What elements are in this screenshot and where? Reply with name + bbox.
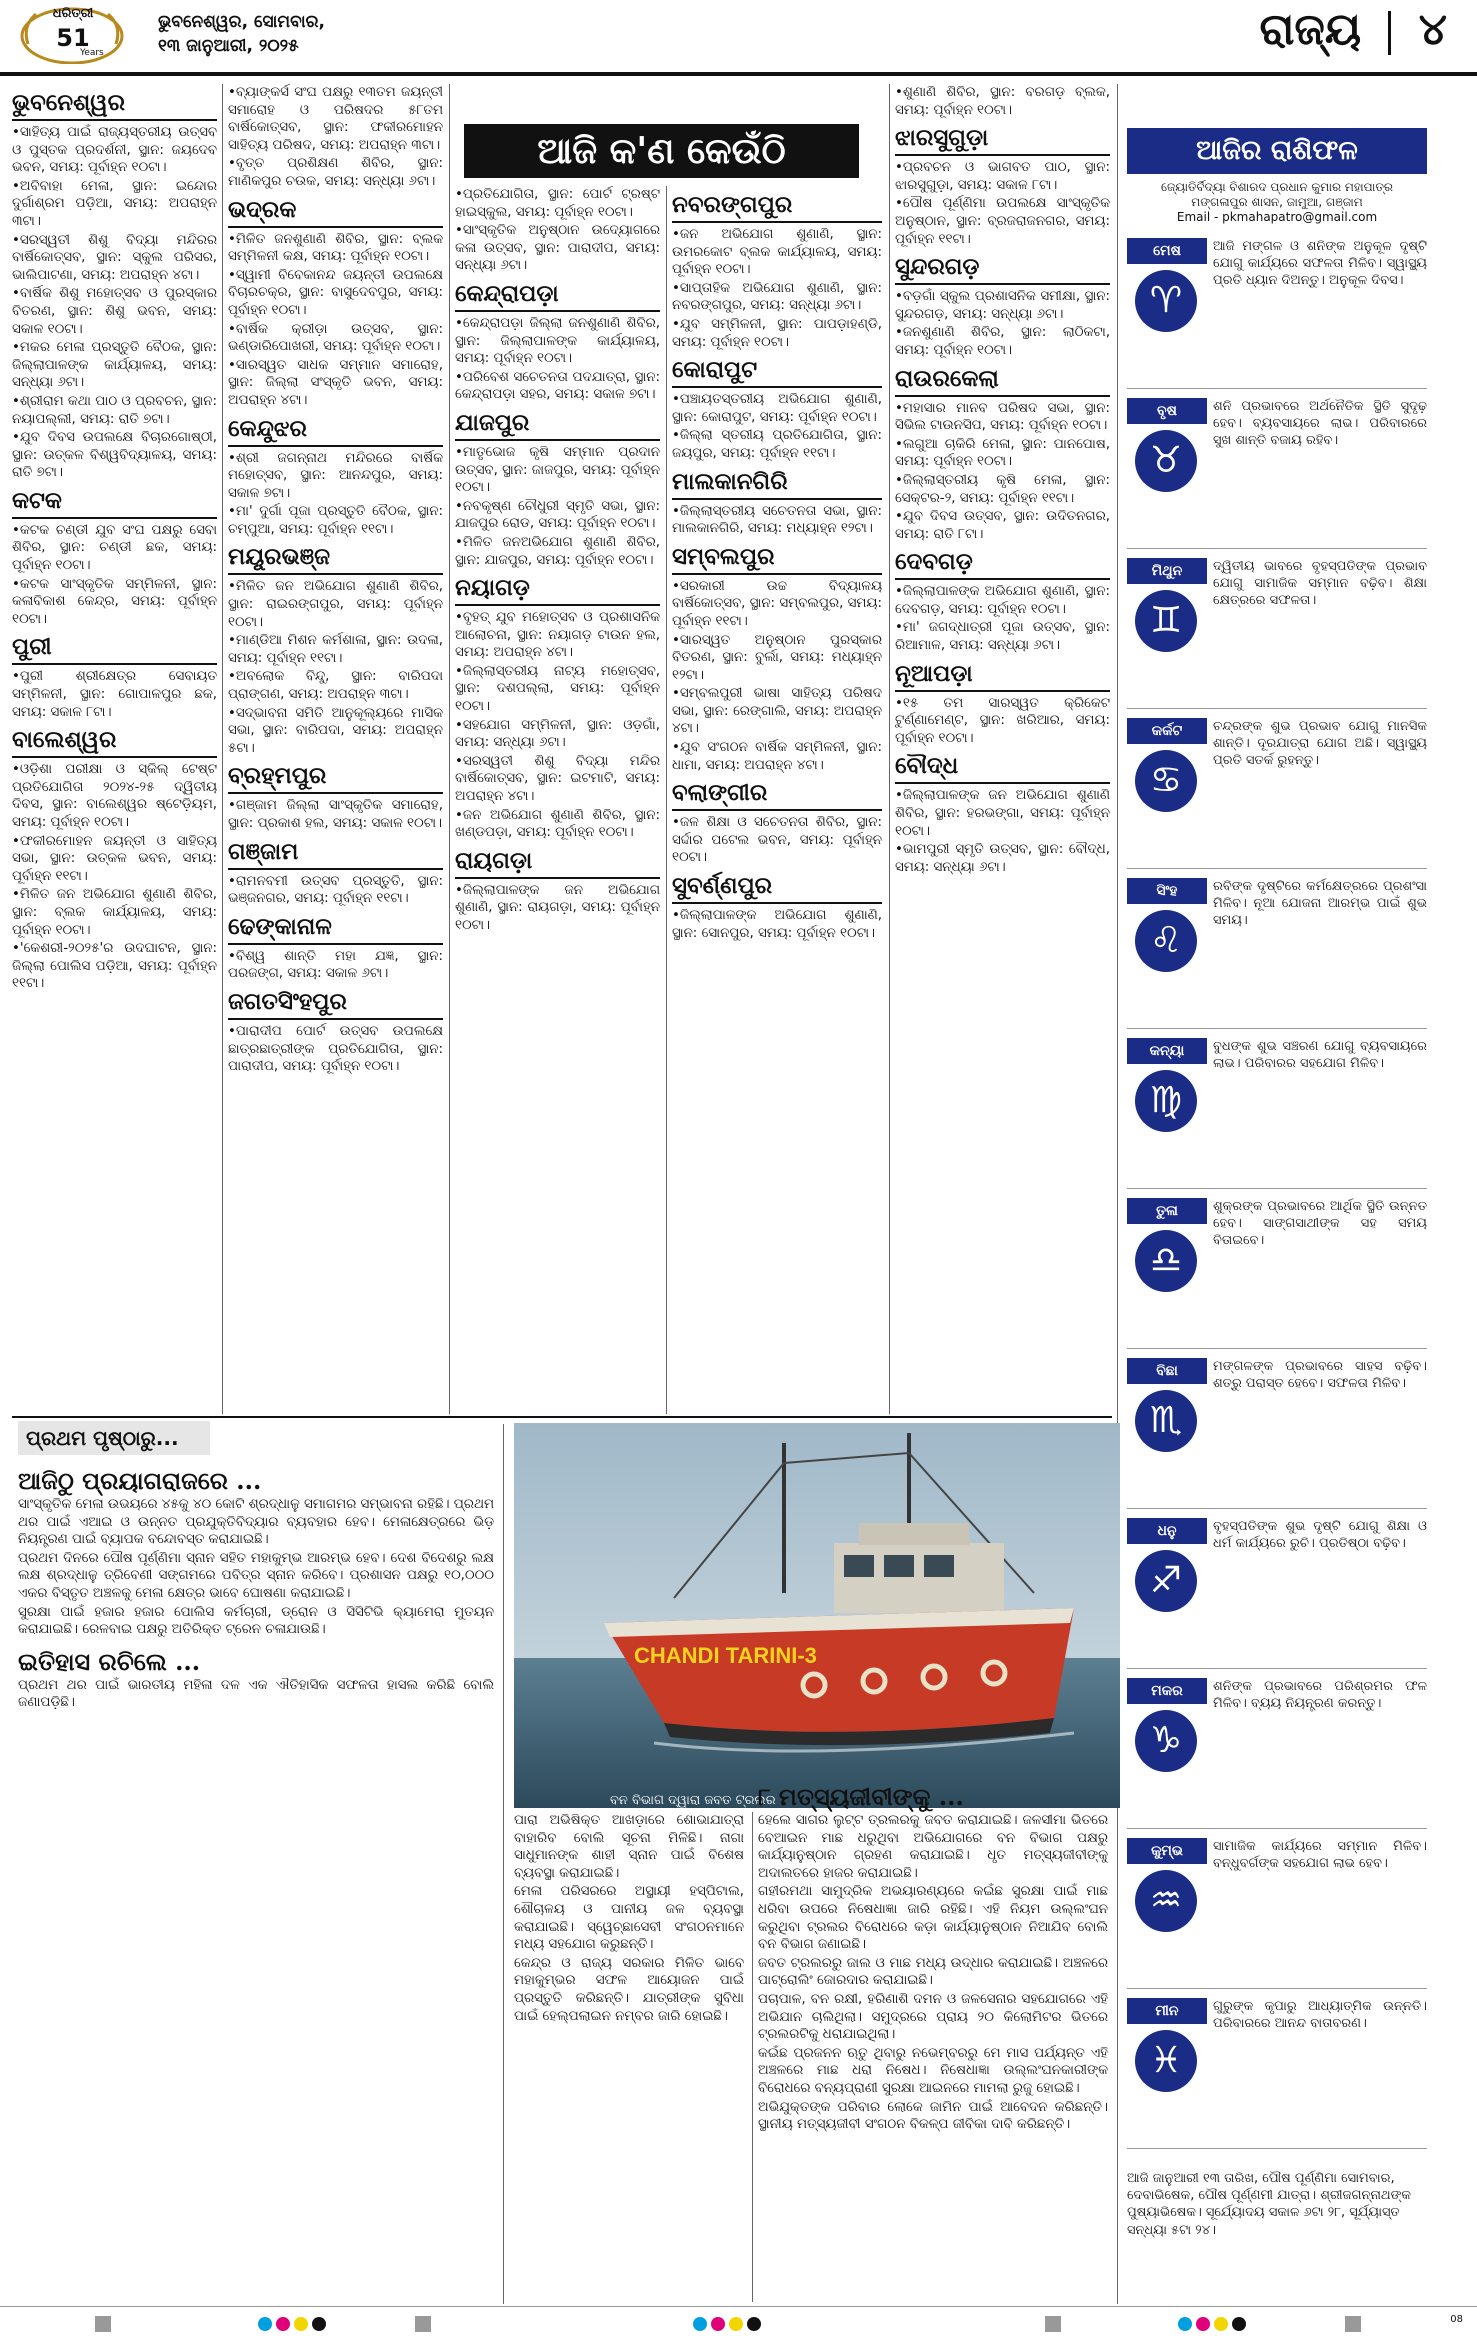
- district-heading: କେନ୍ଦ୍ରାପଡ଼ା: [455, 280, 660, 312]
- event-item: • ମା' ଜଗଦ୍ଧାତ୍ରୀ ପୂଜା ଉତ୍ସବ, ସ୍ଥାନ: ରିଆମାଳ, ସମୟ: ସନ୍ଧ୍ୟା ୬ଟା।: [895, 619, 1110, 654]
- column-divider: [222, 84, 223, 1414]
- story-paragraph: ମେଳା ପରିସରରେ ଅସ୍ଥାୟୀ ହସ୍ପିଟାଲ, ଶୌଚାଳୟ ଓ ପାନୀୟ ଜଳ ବ୍ୟବସ୍ଥା କରାଯାଇଛି। ସ୍ୱେଚ୍ଛାସେବୀ ସଂଗଠନମାନେ ମଧ୍ୟ ସହଯୋଗ କରୁଛନ୍ତି।: [514, 1884, 744, 1953]
- story-subheadline: ଇତିହାସ ରଚିଲେ ...: [18, 1646, 201, 1676]
- event-item: • ଫକୀରମୋହନ ଜୟନ୍ତୀ ଓ ସାହିତ୍ୟ ସଭା, ସ୍ଥାନ: ଉତ୍କଳ ଭବନ, ସମୟ: ପୂର୍ବାହ୍ନ ୧୧ଟା।: [12, 833, 217, 886]
- event-item: • ଓଡ଼ିଶା ପରୀକ୍ଷା ଓ ସ୍କିଲ୍ ଟେଷ୍ଟ ପ୍ରତିଯୋଗିତା ୨୦୨୪-୨୫ ଦ୍ୱିତୀୟ ଦିବସ, ସ୍ଥାନ: ବାଲେଶ୍ୱର ଷ୍ଟେଡ଼ିୟମ, ସମୟ: ପୂର୍ବାହ୍ନ ୧୦ଟା।: [12, 761, 217, 831]
- story-paragraph: ପ୍ରଥମ ଥର ପାଇଁ ଭାରତୀୟ ମହିଳା ଦଳ ଏକ ଐତିହାସିକ ସଫଳତା ହାସଲ କରିଛି ବୋଲି ଜଣାପଡ଼ିଛି।: [18, 1677, 494, 1711]
- dateline: [158, 10, 325, 58]
- horoscope-divider: [1127, 1508, 1427, 1509]
- event-item: • ସହଯୋଗ ସମ୍ମିଳନୀ, ସ୍ଥାନ: ଓଡ଼ଗାଁ, ସମୟ: ସନ୍ଧ୍ୟା ୬ଟା।: [455, 717, 660, 752]
- horoscope-sign: [1127, 1518, 1429, 1670]
- column-divider: [889, 84, 890, 1414]
- district-heading: କୋରାପୁଟ: [672, 356, 882, 388]
- scorpio-icon: ♏: [1135, 1390, 1197, 1452]
- district-heading: ନୂଆପଡ଼ା: [895, 660, 1110, 692]
- horoscope-sign: [1127, 1678, 1429, 1830]
- horoscope-divider: [1127, 868, 1427, 869]
- column-divider: [1117, 84, 1118, 2304]
- horoscope-author: ଜ୍ୟୋତିର୍ବିଦ୍ୟା ବିଶାରଦ ପ୍ରଧାନ କୁମାର ମହାପାତ୍ର: [1161, 180, 1393, 194]
- horoscope-sign-text: ଶନି ପ୍ରଭାବରେ ଅର୍ଥନୈତିକ ସ୍ଥିତି ସୁଦୃଢ଼ ହେବ। ବ୍ୟବସାୟରେ ଲାଭ। ପରିବାରରେ ସୁଖ ଶାନ୍ତି ବଜାୟ ରହିବ।: [1213, 399, 1427, 449]
- horoscope-sign: [1127, 398, 1429, 550]
- event-item: • ଯୁବ ସଂଗଠନ ବାର୍ଷିକ ସମ୍ମିଳନୀ, ସ୍ଥାନ: ଧାମା, ସମୟ: ଅପରାହ୍ନ ୪ଟା।: [672, 739, 882, 774]
- aries-icon: ♈: [1135, 270, 1197, 332]
- district-heading: ଗଞ୍ଜାମ: [228, 838, 443, 870]
- event-item: • ଜିଲ୍ଲାସ୍ତରୀୟ ସଚେତନତା ସଭା, ସ୍ଥାନ: ମାଲକାନଗିରି, ସମୟ: ମଧ୍ୟାହ୍ନ ୧୨ଟା।: [672, 503, 882, 538]
- event-item: • ଲଗୁଆ ଚାକିରି ମେଳା, ସ୍ଥାନ: ପାନପୋଷ, ସମୟ: ପୂର୍ବାହ୍ନ ୧୦ଟା।: [895, 436, 1110, 471]
- event-item: • ମିଳିତ ଜନଶୁଣାଣି ଶିବିର, ସ୍ଥାନ: ବ୍ଲକ ସମ୍ମିଳନୀ କକ୍ଷ, ସମୟ: ପୂର୍ବାହ୍ନ ୧୦ଟା।: [228, 231, 443, 266]
- event-item: • ବଡ଼ଗାଁ ସ୍କୁଲ ପ୍ରଶାସନିକ ସମୀକ୍ଷା, ସ୍ଥାନ: ସୁନ୍ଦରଗଡ଼, ସମୟ: ସନ୍ଧ୍ୟା ୬ଟା।: [895, 288, 1110, 323]
- event-item: • ପ୍ରବଚନ ଓ ଭାଗବତ ପାଠ, ସ୍ଥାନ: ଝାରସୁଗୁଡ଼ା, ସମୟ: ସକାଳ ୮ଟା।: [895, 159, 1110, 194]
- horoscope-sign-text: ଶନିଙ୍କ ପ୍ରଭାବରେ ପରିଶ୍ରମର ଫଳ ମିଳିବ। ବ୍ୟୟ ନିୟନ୍ତ୍ରଣ କରନ୍ତୁ।: [1213, 1679, 1427, 1712]
- event-item: • ମହାସାର ମାନବ ପରିଷଦ ସଭା, ସ୍ଥାନ: ସିଭିଲ ଟାଉନସିପ, ସମୟ: ପୂର୍ବାହ୍ନ ୧୦ଟା।: [895, 400, 1110, 435]
- horoscope-sign-text: ମଙ୍ଗଳଙ୍କ ପ୍ରଭାବରେ ସାହସ ବଢ଼ିବ। ଶତ୍ରୁ ପରାସ୍ତ ହେବେ। ସଫଳତା ମିଳିବ।: [1213, 1359, 1427, 1392]
- horoscope-divider: [1127, 548, 1427, 549]
- event-item: • ଅବିବାହା ମେଳା, ସ୍ଥାନ: ଇନ୍ଦୋର ଦୁର୍ଗାଶ୍ରମ ପଡ଼ିଆ, ସମୟ: ଅପରାହ୍ନ ୩ଟା।: [12, 178, 217, 231]
- story-paragraph: ହେଲେ ସାଗର ଲୁଟ୍ଟ ତ୍ରଲରକୁ ଜବତ କରାଯାଇଛି। ଜଳସୀମା ଭିତରେ ବେଆଇନ ମାଛ ଧରୁଥିବା ଅଭିଯୋଗରେ ବନ ବିଭାଗ ପକ୍ଷରୁ କାର୍ଯ୍ୟାନୁଷ୍ଠାନ ଗ୍ରହଣ କରାଯାଇଛି। ଧୃତ ମତ୍ସ୍ୟଜୀବୀଙ୍କୁ ଅଦାଲତରେ ହାଜର କରାଯାଇଛି।: [758, 1813, 1108, 1881]
- dateline-city: ଭୁବନେଶ୍ୱର, ସୋମବାର,: [158, 12, 325, 32]
- horoscope-sign-text: ବୃହସ୍ପତିଙ୍କ ଶୁଭ ଦୃଷ୍ଟି ଯୋଗୁ ଶିକ୍ଷା ଓ ଧର୍ମ କାର୍ଯ୍ୟରେ ରୁଚି। ପ୍ରତିଷ୍ଠା ବଢ଼ିବ।: [1213, 1519, 1427, 1552]
- district-heading: ମାଲକାନଗିରି: [672, 468, 882, 500]
- libra-icon: ♎: [1135, 1230, 1197, 1292]
- event-item: • ଭାମପୁରୀ ସ୍ମୃତି ଉତ୍ସବ, ସ୍ଥାନ: ବୌଦ୍ଧ, ସମୟ: ସନ୍ଧ୍ୟା ୬ଟା।: [895, 841, 1110, 876]
- event-item: • ସାରସ୍ୱତ ସାଧକ ସମ୍ମାନ ସମାରୋହ, ସ୍ଥାନ: ଜିଲ୍ଲା ସଂସ୍କୃତି ଭବନ, ସମୟ: ଅପରାହ୍ନ ୪ଟା।: [228, 357, 443, 410]
- event-item: • ବିଶ୍ୱ ଶାନ୍ତି ମହା ଯଜ୍ଞ, ସ୍ଥାନ: ପରଜଙ୍ଗ, ସମୟ: ସକାଳ ୬ଟା।: [228, 948, 443, 983]
- horoscope-sign-name: କନ୍ୟା: [1127, 1038, 1207, 1064]
- story-kumbh-continued: [514, 1812, 744, 2302]
- event-item: • ସାହିତ୍ୟ ପାଇଁ ରାଜ୍ୟସ୍ତରୀୟ ଉତ୍ସବ ଓ ପୁସ୍ତକ ପ୍ରଦର୍ଶନୀ, ସ୍ଥାନ: ଜୟଦେବ ଭବନ, ସମୟ: ପୂର୍ବାହ୍ନ ୧୦ଟା।: [12, 124, 217, 177]
- event-item: • ସାଂସ୍କୃତିକ ଅନୁଷ୍ଠାନ ଉଦ୍ୟୋଗରେ କଳା ଉତ୍ସବ, ସ୍ଥାନ: ପାରାଦୀପ, ସମୟ: ସନ୍ଧ୍ୟା ୬ଟା।: [455, 222, 660, 275]
- event-item: • ମକର ମେଳା ପ୍ରସ୍ତୁତି ବୈଠକ, ସ୍ଥାନ: ଜିଲ୍ଲାପାଳଙ୍କ କାର୍ଯ୍ୟାଳୟ, ସମୟ: ସନ୍ଧ୍ୟା ୬ଟା।: [12, 339, 217, 392]
- event-item: • ଶ୍ରୀରାମ କଥା ପାଠ ଓ ପ୍ରବଚନ, ସ୍ଥାନ: ନୟାପଲ୍ଲୀ, ସମୟ: ରାତି ୭ଟା।: [12, 393, 217, 428]
- horoscope-sign-text: ଦ୍ୱିତୀୟ ଭାବରେ ବୃହସ୍ପତିଙ୍କ ପ୍ରଭାବ ଯୋଗୁ ସାମାଜିକ ସମ୍ମାନ ବଢ଼ିବ। ଶିକ୍ଷା କ୍ଷେତ୍ରରେ ସଫଳତା।: [1213, 559, 1427, 609]
- event-item: • କେନ୍ଦ୍ରାପଡ଼ା ଜିଲ୍ଲା ଜନଶୁଣାଣି ଶିବିର, ସ୍ଥାନ: ଜିଲ୍ଲାପାଳଙ୍କ କାର୍ଯ୍ୟାଳୟ, ସମୟ: ପୂର୍ବାହ୍ନ ୧୦ଟା।: [455, 315, 660, 368]
- district-heading: ଯାଜପୁର: [455, 409, 660, 441]
- event-item: • ପୌଷ ପୂର୍ଣ୍ଣିମା ଉପଲକ୍ଷେ ସାଂସ୍କୃତିକ ଅନୁଷ୍ଠାନ, ସ୍ଥାନ: ବ୍ରଜରାଜନଗର, ସମୟ: ପୂର୍ବାହ୍ନ ୧୧ଟା।: [895, 195, 1110, 248]
- horoscope-sign-text: ଶୁକ୍ରଙ୍କ ପ୍ରଭାବରେ ଆର୍ଥିକ ସ୍ଥିତି ଉନ୍ନତ ହେବ। ସାଙ୍ଗସାଥୀଙ୍କ ସହ ସମୟ ବିତାଇବେ।: [1213, 1199, 1427, 1249]
- dateline-date: ୧୩ ଜାନୁଆରୀ, ୨୦୨୫: [158, 36, 299, 56]
- horoscope-sign-text: ବୁଧଙ୍କ ଶୁଭ ସଞ୍ଚରଣ ଯୋଗୁ ବ୍ୟବସାୟରେ ଲାଭ। ପରିବାରର ସହଯୋଗ ମିଳିବ।: [1213, 1039, 1427, 1072]
- story-fishermen: [758, 1772, 1108, 2302]
- story-paragraph: ପ୍ରଥମ ଦିନରେ ପୌଷ ପୂର୍ଣ୍ଣିମା ସ୍ନାନ ସହିତ ମହାକୁମ୍ଭ ଆରମ୍ଭ ହେବ। ଦେଶ ବିଦେଶରୁ ଲକ୍ଷ ଲକ୍ଷ ଶ୍ରଦ୍ଧାଳୁ ତ୍ରିବେଣୀ ସଙ୍ଗମରେ ପବିତ୍ର ସ୍ନାନ କରିବେ। ପ୍ରଶାସନ ପକ୍ଷରୁ ୧୦,୦୦୦ ଏକର ବିସ୍ତୃତ ଅଞ୍ଚଳକୁ ମେଳା କ୍ଷେତ୍ର ଭାବେ ଘୋଷଣା କରାଯାଇଛି।: [18, 1550, 494, 1601]
- horoscope-sign-text: ଗୁରୁଙ୍କ କୃପାରୁ ଆଧ୍ୟାତ୍ମିକ ଉନ୍ନତି। ପରିବାରରେ ଆନନ୍ଦ ବାତାବରଣ।: [1213, 1999, 1427, 2032]
- event-item: • ଗଞ୍ଜାମ ଜିଲ୍ଲା ସାଂସ୍କୃତିକ ସମାରୋହ, ସ୍ଥାନ: ପ୍ରକାଶ ହଲ, ସମୟ: ସକାଳ ୧୦ଟା।: [228, 797, 443, 832]
- story-paragraph: କଇଁଛ ପ୍ରଜନନ ଋତୁ ଥିବାରୁ ନଭେମ୍ବରରୁ ମେ ମାସ ପର୍ଯ୍ୟନ୍ତ ଏହି ଅଞ୍ଚଳରେ ମାଛ ଧରା ନିଷେଧ। ନିଷେଧାଜ୍ଞା ଉଲ୍ଲଂଘନକାରୀଙ୍କ ବିରୋଧରେ ବନ୍ୟପ୍ରାଣୀ ସୁରକ୍ଷା ଆଇନରେ ମାମଲା ରୁଜୁ ହୋଇଛି।: [758, 2045, 1108, 2096]
- event-item: • ଜନଶୁଣାଣି ଶିବିର, ସ୍ଥାନ: ଲାଠିକଟା, ସମୟ: ପୂର୍ବାହ୍ନ ୧୦ଟା।: [895, 324, 1110, 359]
- story-paragraph: ଅଭିଯୁକ୍ତଙ୍କ ପରିବାର ଲୋକେ ଜାମିନ ପାଇଁ ଆବେଦନ କରିଛନ୍ତି। ସ୍ଥାନୀୟ ମତ୍ସ୍ୟଜୀବୀ ସଂଗଠନ ବିକଳ୍ପ ଜୀବିକା ଦାବି କରିଛନ୍ତି।: [758, 2099, 1108, 2133]
- event-item: • ଜିଲ୍ଲାସ୍ତରୀୟ କୃଷି ମେଳା, ସ୍ଥାନ: ସେକ୍ଟର-୨, ସମୟ: ପୂର୍ବାହ୍ନ ୧୧ଟା।: [895, 472, 1110, 507]
- print-registration-marks: [0, 2312, 1477, 2336]
- event-item: • କଟକ ଚଣ୍ଡୀ ଯୁବ ସଂଘ ପକ୍ଷରୁ ସେବା ଶିବିର, ସ୍ଥାନ: ଚଣ୍ଡୀ ଛକ, ସମୟ: ପୂର୍ବାହ୍ନ ୧୦ଟା।: [12, 522, 217, 575]
- district-heading: ଝାରସୁଗୁଡ଼ା: [895, 124, 1110, 156]
- district-heading: ଦେବଗଡ଼: [895, 548, 1110, 580]
- horoscope-divider: [1127, 1028, 1427, 1029]
- column-divider: [666, 186, 667, 1414]
- district-heading: ଜଗତସିଂହପୁର: [228, 988, 443, 1020]
- event-item: • ମିଳିତ ଜନଅଭିଯୋଗ ଶୁଣାଣି ଶିବିର, ସ୍ଥାନ: ଯାଜପୁର, ସମୟ: ପୂର୍ବାହ୍ନ ୧୦ଟା।: [455, 534, 660, 569]
- section-name: ରାଜ୍ୟ: [1259, 4, 1362, 55]
- story-paragraph: ଜବତ ଟ୍ରଲରରୁ ଜାଲ ଓ ମାଛ ମଧ୍ୟ ଉଦ୍ଧାର କରାଯାଇଛି। ଅଞ୍ଚଳରେ ପାଟ୍ରୋଲିଂ ଜୋରଦାର କରାଯାଇଛି।: [758, 1955, 1108, 1989]
- events-banner: ଆଜି କ'ଣ କେଉଁଠି: [464, 124, 859, 178]
- event-item: • ଜିଲ୍ଲାପାଳଙ୍କ ଜନ ଅଭିଯୋଗ ଶୁଣାଣି, ସ୍ଥାନ: ରାୟଗଡ଼ା, ସମୟ: ପୂର୍ବାହ୍ନ ୧୦ଟା।: [455, 882, 660, 935]
- horoscope-address: ମଙ୍ଗଳାପୁର ଶାସନ, ଜାମୁଆ, ଗଞ୍ଜାମ: [1191, 195, 1363, 209]
- horoscope-sign: [1127, 718, 1429, 870]
- horoscope-sign: [1127, 238, 1429, 390]
- district-heading: ଢେଙ୍କାନାଳ: [228, 913, 443, 945]
- horoscope-sign-name: ମିଥୁନ: [1127, 558, 1207, 584]
- event-item: • ଜିଲ୍ଲାସ୍ତରୀୟ ନାଟ୍ୟ ମହୋତ୍ସବ, ସ୍ଥାନ: ଦଶପଲ୍ଲା, ସମୟ: ପୂର୍ବାହ୍ନ ୧୦ଟା।: [455, 663, 660, 716]
- horoscope-divider: [1127, 1988, 1427, 1989]
- events-column-4: [672, 186, 882, 1414]
- event-item: • ଯୁବ ସମ୍ମିଳନୀ, ସ୍ଥାନ: ପାପଡ଼ାହଣ୍ଡି, ସମୟ: ପୂର୍ବାହ୍ନ ୧୦ଟା।: [672, 316, 882, 351]
- district-heading: ପୁରୀ: [12, 633, 217, 665]
- event-item: • ମିଳିତ ଜନ ଅଭିଯୋଗ ଶୁଣାଣି ଶିବିର, ସ୍ଥାନ: ବ୍ଲକ କାର୍ଯ୍ୟାଳୟ, ସମୟ: ପୂର୍ବାହ୍ନ ୧୦ଟା।: [12, 886, 217, 939]
- page-header: [1259, 4, 1447, 55]
- event-item: • ଜନ ଅଭିଯୋଗ ଶୁଣାଣି, ସ୍ଥାନ: ଉମରକୋଟ ବ୍ଲକ କାର୍ଯ୍ୟାଳୟ, ସମୟ: ପୂର୍ବାହ୍ନ ୧୦ଟା।: [672, 226, 882, 279]
- story-paragraph: କେନ୍ଦ୍ର ଓ ରାଜ୍ୟ ସରକାର ମିଳିତ ଭାବେ ମହାକୁମ୍ଭର ସଫଳ ଆୟୋଜନ ପାଇଁ ପ୍ରସ୍ତୁତି କରିଛନ୍ତି। ଯାତ୍ରୀଙ୍କ ସୁବିଧା ପାଇଁ ହେଲ୍ପଲାଇନ ନମ୍ବର ଜାରି ହୋଇଛି।: [514, 1955, 744, 2024]
- story-kumbh-headline: ଆଜିଠୁ ପ୍ରୟାଗରାଜରେ ...: [18, 1466, 262, 1495]
- event-item: • ଜିଲ୍ଲାପାଳଙ୍କ ଅଭିଯୋଗ ଶୁଣାଣି, ସ୍ଥାନ: ଦେବଗଡ଼, ସମୟ: ପୂର୍ବାହ୍ନ ୧୦ଟା।: [895, 583, 1110, 618]
- district-heading: ରାଉରକେଲା: [895, 365, 1110, 397]
- horoscope-divider: [1127, 1828, 1427, 1829]
- district-heading: ନବରଙ୍ଗପୁର: [672, 191, 882, 223]
- horoscope-divider: [1127, 1668, 1427, 1669]
- logo-text: ଧରିତ୍ରୀ: [52, 6, 94, 21]
- aquarius-icon: ♒: [1135, 1870, 1197, 1932]
- horoscope-sign-name: ତୁଳା: [1127, 1198, 1207, 1224]
- horoscope-sign-name: କୁମ୍ଭ: [1127, 1838, 1207, 1864]
- header-divider: [1388, 11, 1391, 55]
- cancer-icon: ♋: [1135, 750, 1197, 812]
- event-item: • ସାରସ୍ୱତ ଅନୁଷ୍ଠାନ ପୁରସ୍କାର ବିତରଣ, ସ୍ଥାନ: ବୁର୍ଲା, ସମୟ: ମଧ୍ୟାହ୍ନ ୧୨ଟା।: [672, 632, 882, 685]
- header-rule: [0, 72, 1477, 76]
- event-item: • ସରସ୍ୱତୀ ଶିଶୁ ବିଦ୍ୟା ମନ୍ଦିର ବାର୍ଷିକୋତ୍ସବ, ସ୍ଥାନ: ଇଟମାଟି, ସମୟ: ଅପରାହ୍ନ ୪ଟା।: [455, 753, 660, 806]
- events-column-5: [895, 84, 1110, 1414]
- column-divider: [449, 84, 450, 1414]
- horoscope-sign: [1127, 558, 1429, 710]
- event-item: • କଟକ ସାଂସ୍କୃତିକ ସମ୍ମିଳନୀ, ସ୍ଥାନ: କଳାବିକାଶ କେନ୍ଦ୍ର, ସମୟ: ପୂର୍ବାହ୍ନ ୧୦ଟା।: [12, 576, 217, 629]
- event-item: • ସଦ୍‌ଭାବନା ସମିତି ଆନୁକୂଲ୍ୟରେ ମାସିକ ସଭା, ସ୍ଥାନ: ବାରିପଦା, ସମୟ: ଅପରାହ୍ନ ୫ଟା।: [228, 705, 443, 758]
- horoscope-sign: [1127, 1198, 1429, 1350]
- story-paragraph: ସାଂସ୍କୃତିକ ମେଳା ଉଭୟରେ ୪୫କୁ ୪୦ କୋଟି ଶ୍ରଦ୍ଧାଳୁ ସମାଗମର ସମ୍ଭାବନା ରହିଛି। ପ୍ରଥମ ଥର ପାଇଁ ଏଆଇ ଓ ଉନ୍ନତ ପ୍ରଯୁକ୍ତିବିଦ୍ୟାର ବ୍ୟବହାର ହେବ। ମେଳାକ୍ଷେତ୍ରରେ ଭିଡ଼ ନିୟନ୍ତ୍ରଣ ପାଇଁ ବ୍ୟାପକ ବନ୍ଦୋବସ୍ତ କରାଯାଇଛି।: [18, 1497, 494, 1548]
- district-heading: କଟକ: [12, 487, 217, 519]
- horoscope-sign-text: ଆଜି ମଙ୍ଗଳ ଓ ଶନିଙ୍କ ଅନୁକୂଳ ଦୃଷ୍ଟି ଯୋଗୁ କାର୍ଯ୍ୟରେ ସଫଳତା ମିଳିବ। ସ୍ୱାସ୍ଥ୍ୟ ପ୍ରତି ଧ୍ୟାନ ଦିଅନ୍ତୁ। ଅନୁକୂଳ ଦିବସ।: [1213, 239, 1427, 289]
- horoscope-sign-name: ଧନୁ: [1127, 1518, 1207, 1544]
- event-item: • ବୃତ୍ତ ପ୍ରଶିକ୍ଷଣ ଶିବିର, ସ୍ଥାନ: ମାଣିକପୁର ଚଉକ, ସମୟ: ସନ୍ଧ୍ୟା ୬ଟା।: [228, 155, 443, 190]
- logo-number: 51: [56, 24, 90, 52]
- event-item: • ସ୍ୱାମୀ ବିବେକାନନ୍ଦ ଜୟନ୍ତୀ ଉପଲକ୍ଷେ ବିଚାରଚକ୍ର, ସ୍ଥାନ: ବାସୁଦେବପୁର, ସମୟ: ପୂର୍ବାହ୍ନ ୧୦ଟା।: [228, 267, 443, 320]
- event-item: • ଜିଲ୍ଲାପାଳଙ୍କ ଜନ ଅଭିଯୋଗ ଶୁଣାଣି ଶିବିର, ସ୍ଥାନ: ହରଭଙ୍ଗା, ସମୟ: ପୂର୍ବାହ୍ନ ୧୦ଟା।: [895, 787, 1110, 840]
- pisces-icon: ♓: [1135, 2030, 1197, 2092]
- footer-page-number: 08: [1450, 2314, 1463, 2325]
- event-item: • ପାରାଦୀପ ପୋର୍ଟ ଉତ୍ସବ ଉପଲକ୍ଷେ ଛାତ୍ରଛାତ୍ରୀଙ୍କ ପ୍ରତିଯୋଗିତା, ସ୍ଥାନ: ପାରାଦୀପ, ସମୟ: ପୂର୍ବାହ୍ନ ୧୦ଟା।: [228, 1023, 443, 1076]
- horoscope-sign-text: ସାମାଜିକ କାର୍ଯ୍ୟରେ ସମ୍ମାନ ମିଳିବ। ବନ୍ଧୁବର୍ଗଙ୍କ ସହଯୋଗ ଲାଭ ହେବ।: [1213, 1839, 1427, 1872]
- horoscope-byline: [1127, 180, 1427, 225]
- story-paragraph: ଗହୀରମଥା ସାମୁଦ୍ରିକ ଅଭୟାରଣ୍ୟରେ କଇଁଛ ସୁରକ୍ଷା ପାଇଁ ମାଛ ଧରିବା ଉପରେ ନିଷେଧାଜ୍ଞା ଜାରି ରହିଛି। ଏହି ନିୟମ ଉଲ୍ଲଂଘନ କରୁଥିବା ଟ୍ରଲର ବିରୋଧରେ କଡ଼ା କାର୍ଯ୍ୟାନୁଷ୍ଠାନ ନିଆଯିବ ବୋଲି ବନ ବିଭାଗ ଜଣାଇଛି।: [758, 1884, 1108, 1953]
- horoscope-sign: [1127, 1838, 1429, 1990]
- section-rule: [12, 1416, 1112, 1418]
- horoscope-sign-name: ମୀନ: [1127, 1998, 1207, 2024]
- event-item: • 'କେଶରୀ-୨୦୨୫'ର ଉଦଘାଟନ, ସ୍ଥାନ: ଜିଲ୍ଲା ପୋଲିସ ପଡ଼ିଆ, ସମୟ: ପୂର୍ବାହ୍ନ ୧୧ଟା।: [12, 940, 217, 993]
- event-item: • ପ୍ରତିଯୋଗିତା, ସ୍ଥାନ: ପୋର୍ଟ ଟ୍ରଷ୍ଟ ହାଇସ୍କୁଲ, ସମୟ: ପୂର୍ବାହ୍ନ ୧୦ଟା।: [455, 186, 660, 221]
- horoscope-sign: [1127, 878, 1429, 1030]
- horoscope-divider: [1127, 1348, 1427, 1349]
- district-heading: କେନ୍ଦୁଝର: [228, 415, 443, 447]
- horoscope-sign-name: ମକର: [1127, 1678, 1207, 1704]
- story-kumbh-top: [212, 1428, 502, 1462]
- event-item: • ଶୁଣାଣି ଶିବିର, ସ୍ଥାନ: ବରଗଡ଼ ବ୍ଲକ, ସମୟ: ପୂର୍ବାହ୍ନ ୧୦ଟା।: [895, 84, 1110, 119]
- district-heading: ବୌଦ୍ଧ: [895, 752, 1110, 784]
- capricorn-icon: ♑: [1135, 1710, 1197, 1772]
- event-item: • ଜିଲ୍ଲା ସ୍ତରୀୟ ପ୍ରତିଯୋଗିତା, ସ୍ଥାନ: ଜୟପୁର, ସମୟ: ପୂର୍ବାହ୍ନ ୧୧ଟା।: [672, 427, 882, 462]
- story-kumbh: [18, 1466, 494, 2296]
- event-item: • ଶ୍ରୀ ଜଗନ୍ନାଥ ମନ୍ଦିରରେ ବାର୍ଷିକ ମହୋତ୍ସବ, ସ୍ଥାନ: ଆନନ୍ଦପୁର, ସମୟ: ସକାଳ ୭ଟା।: [228, 450, 443, 503]
- district-heading: ମୟୂରଭଞ୍ଜ: [228, 543, 443, 575]
- horoscope-divider: [1127, 1188, 1427, 1189]
- events-column-1: [12, 84, 217, 1414]
- story-paragraph: ପଚାପାଳ, ବନ ରକ୍ଷୀ, ହରିଣାଶି ଦମନ ଓ ଜଳସେନାର ସହଯୋଗରେ ଏହି ଅଭିଯାନ ଚାଲିଥିଲା। ସମୁଦ୍ରରେ ପ୍ରାୟ ୨୦ କିଲୋମିଟର ଭିତରେ ଟ୍ରଲରଟିକୁ ଧରାଯାଇଥିଲା।: [758, 1991, 1108, 2043]
- event-item: • ବାର୍ଷିକ ଶିଶୁ ମହୋତ୍ସବ ଓ ପୁରସ୍କାର ବିତରଣ, ସ୍ଥାନ: ଶିଶୁ ଭବନ, ସମୟ: ସକାଳ ୧୦ଟା।: [12, 285, 217, 338]
- horoscope-sign-name: ବିଛା: [1127, 1358, 1207, 1384]
- horoscope-divider: [1127, 708, 1427, 709]
- event-item: • ପୁରୀ ଶ୍ରୀକ୍ଷେତ୍ର ସେବାୟତ ସମ୍ମିଳନୀ, ସ୍ଥାନ: ଗୋପାଳପୁର ଛକ, ସମୟ: ସକାଳ ୮ଟା।: [12, 668, 217, 721]
- horoscope-sign-text: ରବିଙ୍କ ଦୃଷ୍ଟିରେ କର୍ମକ୍ଷେତ୍ରରେ ପ୍ରଶଂସା ମିଳିବ। ନୂଆ ଯୋଜନା ଆରମ୍ଭ ପାଇଁ ଶୁଭ ସମୟ।: [1213, 879, 1427, 929]
- horoscope-sign-name: ମେଷ: [1127, 238, 1207, 264]
- event-item: • ଯୁବ ଦିବସ ଉତ୍ସବ, ସ୍ଥାନ: ଉଦିତନଗର, ସମୟ: ରାତି ୮ଟା।: [895, 508, 1110, 543]
- sagittarius-icon: ♐: [1135, 1550, 1197, 1612]
- horoscope-sign: [1127, 1358, 1429, 1510]
- virgo-icon: ♍: [1135, 1070, 1197, 1132]
- district-heading: ବାଲେଶ୍ୱର: [12, 726, 217, 758]
- events-column-3: [455, 186, 660, 1414]
- event-item: • ଯୁବ ଦିବସ ଉପଲକ୍ଷେ ବିଚାରଗୋଷ୍ଠୀ, ସ୍ଥାନ: ଉତ୍କଳ ବିଶ୍ୱବିଦ୍ୟାଳୟ, ସମୟ: ରାତି ୭ଟା।: [12, 429, 217, 482]
- horoscope-sign: [1127, 1038, 1429, 1190]
- page-number: ୪: [1418, 4, 1447, 55]
- event-item: • ସରକାରୀ ଉଚ୍ଚ ବିଦ୍ୟାଳୟ ବାର୍ଷିକୋତ୍ସବ, ସ୍ଥାନ: ସମ୍ବଲପୁର, ସମୟ: ପୂର୍ବାହ୍ନ ୧୧ଟା।: [672, 578, 882, 631]
- event-item: • ମାଣ୍ଡିଆ ମିଶନ କର୍ମଶାଳା, ସ୍ଥାନ: ଉଦଳା, ସମୟ: ପୂର୍ବାହ୍ନ ୧୧ଟା।: [228, 632, 443, 667]
- horoscope-sign: [1127, 1998, 1429, 2150]
- column-divider: [752, 1812, 753, 2302]
- horoscope-title: ଆଜିର ରାଶିଫଳ: [1127, 128, 1427, 174]
- district-heading: ବ୍ରହ୍ମପୁର: [228, 762, 443, 794]
- event-item: • ଜିଲ୍ଲାପାଳଙ୍କ ଅଭିଯୋଗ ଶୁଣାଣି, ସ୍ଥାନ: ସୋନପୁର, ସମୟ: ପୂର୍ବାହ୍ନ ୧୦ଟା।: [672, 907, 882, 942]
- event-item: • ସମ୍ବଲପୁରୀ ଭାଷା ସାହିତ୍ୟ ପରିଷଦ ସଭା, ସ୍ଥାନ: ରେଙ୍ଗାଲି, ସମୟ: ଅପରାହ୍ନ ୪ଟା।: [672, 685, 882, 738]
- story-paragraph: ସୁରକ୍ଷା ପାଇଁ ହଜାର ହଜାର ପୋଲିସ କର୍ମଚାରୀ, ଡ୍ରୋନ ଓ ସିସିଟିଭି କ୍ୟାମେରା ମୁତୟନ କରାଯାଇଛି। ରେଳବାଇ ପକ୍ଷରୁ ଅତିରିକ୍ତ ଟ୍ରେନ ଚଳାଯାଉଛି।: [18, 1604, 494, 1638]
- district-heading: ଭୁବନେଶ୍ୱର: [12, 89, 217, 121]
- taurus-icon: ♉: [1135, 430, 1197, 492]
- column-divider: [503, 1424, 504, 2304]
- event-item: • ବ୍ୟାଙ୍କର୍ସ ସଂଘ ପକ୍ଷରୁ ୧୩ତମ ଜୟନ୍ତୀ ସମାରୋହ ଓ ପରିଷଦର ୫୮ତମ ବାର୍ଷିକୋତ୍ସବ, ସ୍ଥାନ: ଫକୀରମୋହନ ସାହିତ୍ୟ ପରିଷଦ, ସମୟ: ଅପରାହ୍ନ ୩ଟା।: [228, 84, 443, 154]
- event-item: • ସାପ୍ତାହିକ ଅଭିଯୋଗ ଶୁଣାଣି, ସ୍ଥାନ: ନବରଙ୍ଗପୁର, ସମୟ: ସନ୍ଧ୍ୟା ୬ଟା।: [672, 280, 882, 315]
- events-column-2: [228, 84, 443, 1414]
- horoscope-sign-name: ସିଂହ: [1127, 878, 1207, 904]
- district-heading: ସୁବର୍ଣ୍ଣପୁର: [672, 872, 882, 904]
- horoscope-divider: [1127, 2148, 1427, 2149]
- event-item: • ବାର୍ଷିକ କ୍ରୀଡ଼ା ଉତ୍ସବ, ସ୍ଥାନ: ଭଣ୍ଡାରିପୋଖରୀ, ସମୟ: ପୂର୍ବାହ୍ନ ୧୦ଟା।: [228, 321, 443, 356]
- horoscope-email: Email - pkmahapatro@gmail.com: [1176, 210, 1378, 224]
- district-heading: ବଲାଙ୍ଗୀର: [672, 779, 882, 811]
- event-item: • ୧୫ ତମ ସାରସ୍ୱତ କ୍ରିକେଟ ଟୁର୍ଣ୍ଣାମେଣ୍ଟ, ସ୍ଥାନ: ଖରିଆର, ସମୟ: ପୂର୍ବାହ୍ନ ୧୦ଟା।: [895, 695, 1110, 748]
- footer-rule: [0, 2306, 1477, 2307]
- gemini-icon: ♊: [1135, 590, 1197, 652]
- event-item: • ମା' ଦୁର୍ଗା ପୂଜା ପ୍ରସ୍ତୁତି ବୈଠକ, ସ୍ଥାନ: ଚମ୍ପୁଆ, ସମୟ: ପୂର୍ବାହ୍ନ ୧୧ଟା।: [228, 503, 443, 538]
- district-heading: ଭଦ୍ରକ: [228, 196, 443, 228]
- event-item: • ଜନ ଅଭିଯୋଗ ଶୁଣାଣି ଶିବିର, ସ୍ଥାନ: ଖଣ୍ଡପଡ଼ା, ସମୟ: ପୂର୍ବାହ୍ନ ୧୦ଟା।: [455, 807, 660, 842]
- trawler-photo: [514, 1423, 1120, 1808]
- event-item: • ମାତୃଭୋଜ କୃଷି ସମ୍ମାନ ପ୍ରଦାନ ଉତ୍ସବ, ସ୍ଥାନ: ଜାଜପୁର, ସମୟ: ପୂର୍ବାହ୍ନ ୧୦ଟା।: [455, 444, 660, 497]
- event-item: • ବୃହତ୍ ଯୁବ ମହୋତ୍ସବ ଓ ପ୍ରଶାସନିକ ଆଲୋଚନା, ସ୍ଥାନ: ନୟାଗଡ଼ ଟାଉନ ହଲ, ସମୟ: ଅପରାହ୍ନ ୪ଟା।: [455, 609, 660, 662]
- story-paragraph: ପାରା ଅଭିଷିକ୍ତ ଆଖଡ଼ାରେ ଶୋଭାଯାତ୍ରା ବାହାରିବ ବୋଲି ସୂଚନା ମିଳିଛି। ନାଗା ସାଧୁମାନଙ୍କ ଶାହୀ ସ୍ନାନ ପାଇଁ ବିଶେଷ ବ୍ୟବସ୍ଥା କରାଯାଇଛି।: [514, 1813, 744, 1881]
- event-item: • ପରିବେଶ ସଚେତନତା ପଦଯାତ୍ରା, ସ୍ଥାନ: କେନ୍ଦ୍ରାପଡ଼ା ସହର, ସମୟ: ସକାଳ ୭ଟା।: [455, 369, 660, 404]
- horoscope-divider: [1127, 388, 1427, 389]
- event-item: • ମିଳିତ ଜନ ଅଭିଯୋଗ ଶୁଣାଣି ଶିବିର, ସ୍ଥାନ: ରାଇରଙ୍ଗପୁର, ସମୟ: ପୂର୍ବାହ୍ନ ୧୦ଟା।: [228, 578, 443, 631]
- event-item: • ରାମନବମୀ ଉତ୍ସବ ପ୍ରସ୍ତୁତି, ସ୍ଥାନ: ଭଞ୍ଜନଗର, ସମୟ: ପୂର୍ବାହ୍ନ ୧୧ଟା।: [228, 873, 443, 908]
- boat-name: CHANDI TARINI-3: [634, 1643, 817, 1668]
- story-fishermen-headline: ୮ ମତ୍ସ୍ୟଜୀବୀଙ୍କୁ ...: [758, 1782, 964, 1811]
- front-page-continued-label: ପ୍ରଥମ ପୃଷ୍ଠାରୁ...: [18, 1421, 210, 1455]
- district-heading: ସମ୍ବଲପୁର: [672, 543, 882, 575]
- horoscope-sign-text: ଚନ୍ଦ୍ରଙ୍କ ଶୁଭ ପ୍ରଭାବ ଯୋଗୁ ମାନସିକ ଶାନ୍ତି। ଦୂରଯାତ୍ରା ଯୋଗ ଅଛି। ସ୍ୱାସ୍ଥ୍ୟ ପ୍ରତି ସତର୍କ ରୁହନ୍ତୁ।: [1213, 719, 1427, 769]
- event-item: • ନବକୃଷ୍ଣ ଚୌଧୁରୀ ସ୍ମୃତି ସଭା, ସ୍ଥାନ: ଯାଜପୁର ରୋଡ, ସମୟ: ପୂର୍ବାହ୍ନ ୧୦ଟା।: [455, 498, 660, 533]
- horoscope-sign-name: କର୍କଟ: [1127, 718, 1207, 744]
- district-heading: ନୟାଗଡ଼: [455, 574, 660, 606]
- district-heading: ରାୟଗଡ଼ା: [455, 847, 660, 879]
- district-heading: ସୁନ୍ଦରଗଡ଼: [895, 253, 1110, 285]
- event-item: • ପଞ୍ଚାୟତସ୍ତରୀୟ ଅଭିଯୋଗ ଶୁଣାଣି, ସ୍ଥାନ: କୋରାପୁଟ, ସମୟ: ପୂର୍ବାହ୍ନ ୧୦ଟା।: [672, 391, 882, 426]
- event-item: • ଜଳ ଶିକ୍ଷା ଓ ସଚେତନତା ଶିବିର, ସ୍ଥାନ: ସର୍ଦ୍ଦାର ପଟେଲ ଭବନ, ସମୟ: ପୂର୍ବାହ୍ନ ୧୦ଟା।: [672, 814, 882, 867]
- event-item: • ସରସ୍ୱତୀ ଶିଶୁ ବିଦ୍ୟା ମନ୍ଦିରର ବାର୍ଷିକୋତ୍ସବ, ସ୍ଥାନ: ସ୍କୁଲ ପରିସର, ଭାଲିପାଟଣା, ସମୟ: ଅପରାହ୍ନ ୪ଟା।: [12, 232, 217, 285]
- photo-caption: ବନ ବିଭାଗ ଦ୍ୱାରା ଜବତ ଟ୍ରଲର: [610, 1793, 776, 1808]
- horoscope-sign-name: ବୃଷ: [1127, 398, 1207, 424]
- logo-years: Years: [80, 48, 104, 58]
- almanac-text: ଆଜି ଜାନୁଆରୀ ୧୩ ତାରିଖ, ପୌଷ ପୂର୍ଣ୍ଣିମା ସୋମବାର, ଦେବାଭିଷେକ, ପୌଷ ପୂର୍ଣ୍ଣମୀ ଯାତ୍ରା। ଶ୍ରୀଜଗନ୍ନାଥଙ୍କ ପୁଷ୍ୟାଭିଷେକ। ସୂର୍ଯ୍ୟୋଦୟ ସକାଳ ୬ଟା ୨୮, ସୂର୍ଯ୍ୟାସ୍ତ ସନ୍ଧ୍ୟା ୫ଟା ୨୪।: [1127, 2171, 1412, 2238]
- event-item: • ଅବଲୋକ ବିନ୍ଦୁ, ସ୍ଥାନ: ବାରିପଦା ପ୍ରାଙ୍ଗଣ, ସମୟ: ଅପରାହ୍ନ ୩ଟା।: [228, 668, 443, 703]
- leo-icon: ♌: [1135, 910, 1197, 972]
